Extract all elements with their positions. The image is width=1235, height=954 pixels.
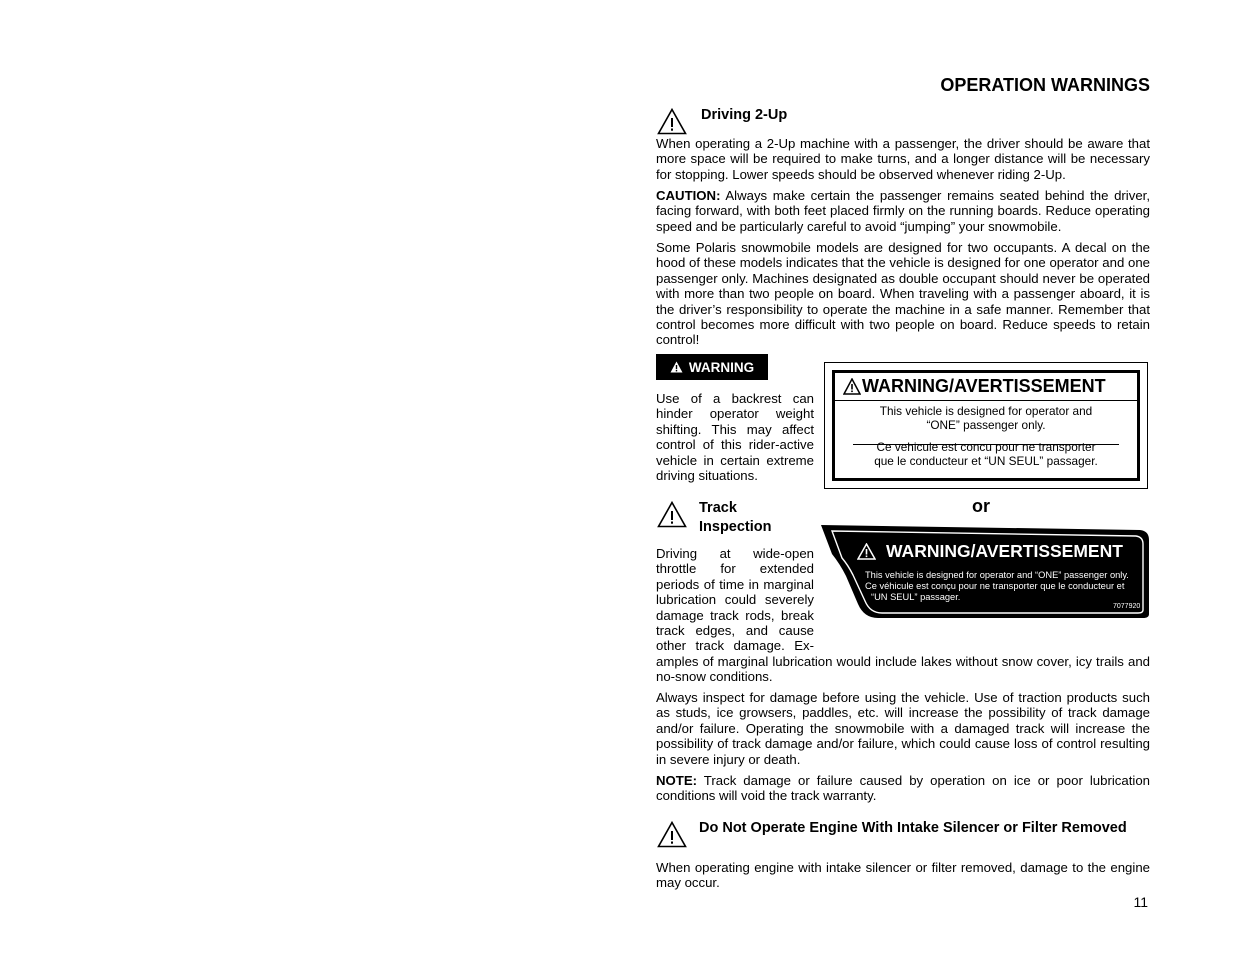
caution-text: Always make certain the passenger remains seated behind the driver, facing forward, with both feet placed firmly on the running boards. Reduce operating speed and be particularly careful to avoid “jumping” your snowmobile. bbox=[656, 188, 1150, 234]
warning-badge-label: WARNING bbox=[688, 359, 755, 375]
warning-triangle-icon bbox=[657, 108, 687, 135]
decal2-line2: Ce véhicule est conçu pour ne transporter que le conducteur et bbox=[865, 581, 1125, 592]
note-text: Track damage or failure caused by operation on ice or poor lubrication conditions will void the track warranty. bbox=[656, 773, 1150, 804]
note-paragraph bbox=[656, 773, 1150, 804]
or-label: or bbox=[972, 496, 990, 516]
decal1-heading: WARNING/AVERTISSEMENT bbox=[862, 376, 1106, 396]
decal1-french-line2: que le conducteur et “UN SEUL” passager. bbox=[874, 454, 1098, 468]
caution-label: CAUTION: bbox=[656, 188, 721, 203]
driving-paragraph-3: Some Polaris snowmobile models are designed for two occupants. A decal on the hood of these models indicates that the vehicle is designed for one operator and one passenger only. Machines designated as double occupant should never be operated with more than two people on board. When traveling with a passenger aboard, it is the driver’s responsibility to operate the machine in a safe manner. Remember that control becomes more difficult with two people on board. Reduce speeds to retain control! bbox=[656, 240, 1150, 348]
decal1-heading-row bbox=[835, 373, 1137, 401]
intake-paragraph: When operating engine with intake silencer or filter removed, damage to the engine may occur. bbox=[656, 860, 1150, 891]
caution-paragraph bbox=[656, 188, 1150, 234]
warning-triangle-icon bbox=[857, 543, 876, 560]
warning-badge bbox=[656, 354, 768, 380]
decal2-text bbox=[865, 570, 1145, 604]
decal1-french-line1: Ce vehicule est concu pour ne transporter bbox=[876, 440, 1096, 454]
backrest-warning-text: Use of a backrest can hinder operator weight shifting. This may affect control of this rider-active vehicle in certain extreme driving situations. bbox=[656, 391, 814, 484]
track-inspection-heading bbox=[699, 499, 772, 537]
track-paragraph-2: Always inspect for damage before using the vehicle. Use of traction products such as studs, ice growsers, paddles, etc. will increase the possibility of track damage and/or failure. Operating the snowmobile with a damaged track will increase the possibility of track damage and/or failure, which could cause loss of control resulting in severe injury or death. bbox=[656, 690, 1150, 767]
decal1-divider bbox=[853, 444, 1119, 445]
decal1-english-line2: “ONE” passenger only. bbox=[926, 418, 1046, 432]
warning-triangle-icon bbox=[657, 501, 687, 528]
driving-paragraph-1: When operating a 2-Up machine with a passenger, the driver should be aware that more space will be required to make turns, and a longer distance will be necessary for stopping. Lower speeds should be observed whenever riding 2-Up. bbox=[656, 136, 1150, 182]
decal2-line3: “UN SEUL” passager. bbox=[871, 592, 961, 603]
passenger-decal-1 bbox=[824, 362, 1148, 489]
page-number: 11 bbox=[1133, 894, 1148, 910]
decal2-line1: This vehicle is designed for operator and “ONE” passenger only. bbox=[865, 570, 1129, 580]
decal2-heading-row bbox=[857, 541, 1123, 562]
note-label: NOTE: bbox=[656, 773, 698, 788]
decal2-part-code: 7077920 bbox=[1113, 603, 1141, 610]
intake-heading: Do Not Operate Engine With Intake Silencer or Filter Removed bbox=[699, 820, 1127, 836]
track-paragraph-1-wide: amples of marginal lubrication would include lakes without snow cover, icy trails and no-snow conditions. bbox=[656, 654, 1150, 685]
warning-triangle-icon bbox=[657, 821, 687, 848]
track-paragraph-1-narrow: Driving at wide-open throttle for extended periods of time in marginal lubrication could severely damage track rods, break track edges, and cause other track damage. Ex- bbox=[656, 546, 814, 654]
decal2-heading: WARNING/AVERTISSEMENT bbox=[886, 541, 1123, 561]
track-heading-line1: Track bbox=[699, 500, 737, 516]
warning-triangle-icon bbox=[670, 361, 683, 373]
warning-triangle-icon bbox=[843, 378, 861, 395]
decal1-english-line1: This vehicle is designed for operator and bbox=[879, 404, 1093, 418]
driving-2up-heading: Driving 2-Up bbox=[701, 107, 788, 123]
page-title: OPERATION WARNINGS bbox=[940, 75, 1150, 95]
track-heading-line2: Inspection bbox=[699, 519, 772, 535]
